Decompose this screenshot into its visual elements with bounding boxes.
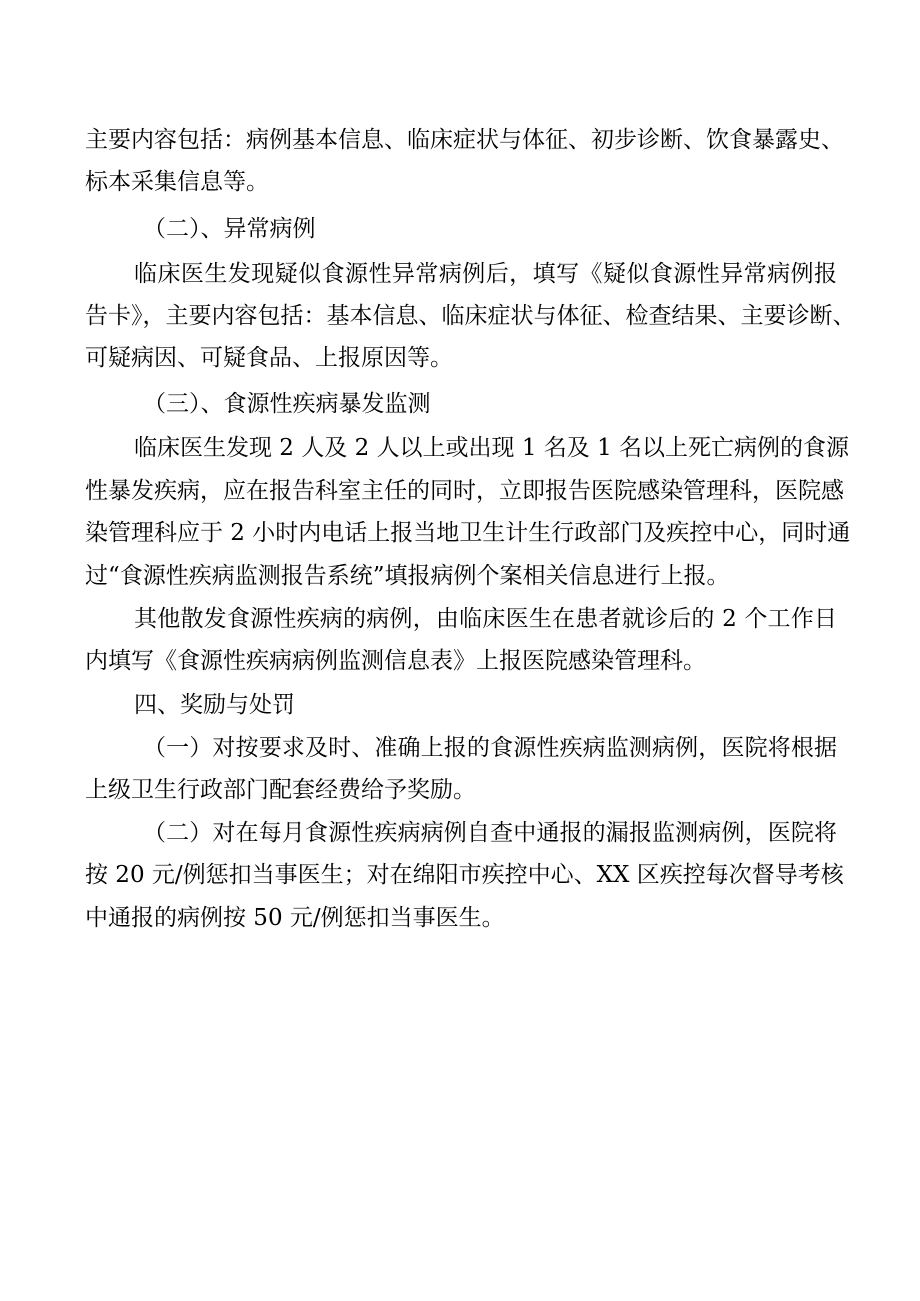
text-line: 染管理科应于 2 小时内电话上报当地卫生计生行政部门及疾控中心，同时通: [85, 520, 851, 546]
section-heading: 四、奖励与处罚: [134, 692, 295, 718]
text-line: 中通报的病例按 50 元/例惩扣当事医生。: [85, 905, 505, 931]
text-line: 其他散发食源性疾病的病例，由临床医生在患者就诊后的 2 个工作日: [134, 606, 837, 632]
text-line: （二）对在每月食源性疾病病例自查中通报的漏报监测病例，医院将: [143, 820, 837, 846]
text-line: 告卡》，主要内容包括：基本信息、临床症状与体征、检查结果、主要诊断、: [85, 303, 856, 329]
text-line: 上级卫生行政部门配套经费给予奖励。: [85, 777, 476, 803]
text-line: 临床医生发现 2 人及 2 人以上或出现 1 名及 1 名以上死亡病例的食源: [134, 435, 850, 461]
text-line: 内填写《食源性疾病病例监测信息表》上报医院感染管理科。: [85, 648, 706, 674]
text-line: 按 20 元/例惩扣当事医生；对在绵阳市疾控中心、XX 区疾控每次督导考核: [85, 862, 844, 888]
section-heading: （二）、异常病例: [143, 216, 316, 242]
text-line: （一）对按要求及时、准确上报的食源性疾病监测病例，医院将根据: [143, 735, 837, 761]
text-line: 可疑病因、可疑食品、上报原因等。: [85, 345, 453, 371]
text-line: 标本采集信息等。: [85, 169, 269, 195]
text-line: 临床医生发现疑似食源性异常病例后，填写《疑似食源性异常病例报: [134, 261, 837, 287]
text-line: 主要内容包括：病例基本信息、临床症状与体征、初步诊断、饮食暴露史、: [85, 127, 844, 153]
text-line: 过“食源性疾病监测报告系统”填报病例个案相关信息进行上报。: [85, 563, 730, 589]
text-line: 性暴发疾病，应在报告科室主任的同时，立即报告医院感染管理科，医院感: [85, 478, 844, 504]
section-heading: （三）、食源性疾病暴发监测: [143, 391, 431, 417]
